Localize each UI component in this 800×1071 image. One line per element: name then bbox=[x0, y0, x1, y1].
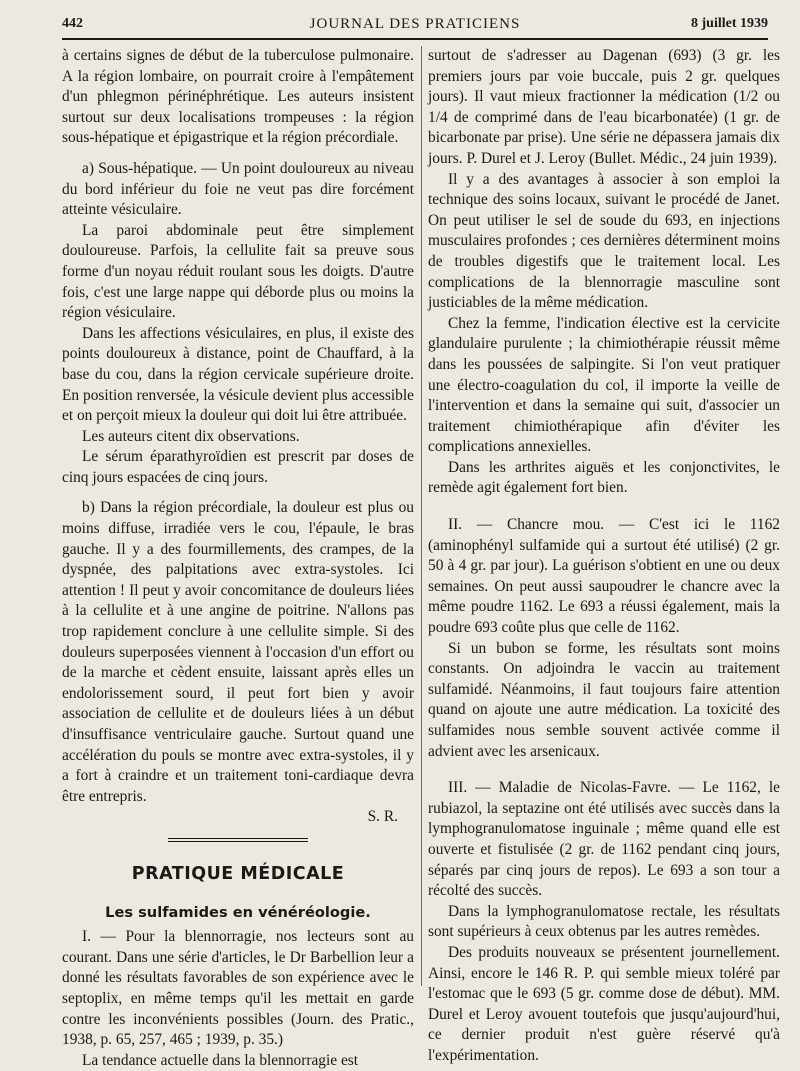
paragraph: III. — Maladie de Nicolas-Favre. — Le 1162, le rubiazol, la septazine ont été utilisés avec succès dans la lymphogranulomatose inguinale ; même quand elle est ouverte et fistulisée (2 gr. de 1162 pendant cinq jours, séparés par cinq jours de repos). Le 693 a son tour a récolté des succès. bbox=[428, 779, 780, 900]
article-title: Les sulfamides en vénéréologie. bbox=[105, 903, 371, 921]
author-signature: S. R. bbox=[367, 808, 398, 826]
paragraph: b) Dans la région précordiale, la douleur est plus ou moins diffuse, irradiée vers le cou, l'épaule, le bras gauche. Il y a des fourmillements, des crampes, de la dyspnée, des palpitations avec extra-systoles. Ici attention ! Il peut y avoir concomitance de douleurs liées à la cellulite et à une angine de poitrine. N'allons pas trop rapidement conclure à une cellulite simple. Si des douleurs superposées viennent à l'occasion d'un effort ou de la marche et cèdent ensuite, laissant après elles un endolorissement sourd, il peut fort bien y avoir association de cellulite et de douleurs liées à un début d'insuffisance ventriculaire gauche. Surtout quand une accélération du pouls se montre avec extra-systoles, il y a fort à craindre et un traitement toni-cardiaque devra être entrepris. bbox=[62, 499, 414, 805]
journal-title: JOURNAL DES PRATICIENS bbox=[309, 16, 521, 32]
issue-date: 8 juillet 1939 bbox=[691, 16, 768, 31]
column-divider bbox=[421, 46, 422, 986]
paragraph: a) Sous-hépatique. — Un point douloureux au niveau du bord inférieur du foie ne veut pas dire forcément atteinte vésiculaire. bbox=[62, 159, 414, 219]
page-number: 442 bbox=[62, 16, 83, 31]
paragraph: Il y a des avantages à associer à son emploi la technique des soins locaux, suivant le procédé de Janet. On peut utiliser le sel de soude du 693, en injections musculaires profondes ; ces dernières déterminent moins de troubles digestifs que le traitement local. Les complications de la blennorragie masculine sont justiciables de la même médication. bbox=[428, 170, 780, 312]
paragraph: Dans les affections vésiculaires, en plus, il existe des points douloureux à distance, point de Chauffard, à la base du cou, dans la région cervicale supérieure droite. En position renversée, la vésicule devient plus accessible et on perçoit mieux la douleur qui doit lui être attribuée. bbox=[62, 324, 414, 425]
paragraph: Dans les arthrites aiguës et les conjonctivites, le remède agit également fort bien. bbox=[428, 458, 780, 497]
paragraph: La tendance actuelle dans la blennorragie est bbox=[82, 1051, 359, 1069]
page-header bbox=[62, 10, 768, 40]
paragraph: I. — Pour la blennorragie, nos lecteurs sont au courant. Dans une série d'articles, le Dr Barbellion leur a donné les résultats favorables de son expérience avec le septoplix, en même temps qu'il les mettait en garde contre les inconvénients possibles (Journ. des Pratic., 1938, p. 65, 257, 465 ; 1939, p. 35.) bbox=[62, 928, 414, 1049]
paragraph: surtout de s'adresser au Dagenan (693) (3 gr. les premiers jours par voie buccale, puis 2 gr. quelques jours). Il vaut mieux fractionner la médication (1/2 ou 1/4 de comprimé dans de l'eau bicarbonatée) (1 gr. de bicarbonate par prise). Une série ne dépassera jamais dix jours. P. Durel et J. Leroy (Bullet. Médic., 24 juin 1939). bbox=[428, 47, 780, 167]
paragraph: Les auteurs citent dix observations. bbox=[82, 427, 300, 445]
paragraph: à certains signes de début de la tuberculose pulmonaire. A la région lombaire, on pourrait croire à l'empâtement d'un phlegmon périnéphrétique. Les auteurs insistent surtout sur deux localisations trompeuses : la région sous-hépatique et épigastrique et la région précordiale. bbox=[62, 47, 414, 147]
left-column bbox=[62, 46, 414, 1071]
paragraph: Le sérum éparathyroïdien est prescrit par doses de cinq jours espacées de cinq jours. bbox=[62, 448, 414, 486]
paragraph: Chez la femme, l'indication élective est la cervicite glandulaire purulente ; la chimiothérapie réussit même dans les poussées de salpingite. Si l'on veut pratiquer une électro-coagulation du col, il importe la veille de l'intervention et dans la semaine qui suit, d'associer un traitement chimiothérapique afin d'éviter les complications annexielles. bbox=[428, 314, 780, 456]
paragraph: La paroi abdominale peut être simplement douloureuse. Parfois, la cellulite fait sa preuve sous forme d'un noyau réduit roulant sous les doigts. D'autre fois, c'est une large nappe qui déborde plus ou moins la région vésiculaire. bbox=[62, 221, 414, 322]
section-rule bbox=[168, 838, 308, 842]
right-column bbox=[428, 46, 780, 1067]
paragraph: Dans la lymphogranulomatose rectale, les résultats sont supérieurs à ceux obtenus par les autres remèdes. bbox=[428, 902, 780, 941]
paragraph: II. — Chancre mou. — C'est ici le 1162 (aminophényl sulfamide qui a surtout été utilisé) (2 gr. 50 à 4 gr. par jour). La guérison s'obtient en une ou deux semaines. On peut aussi saupoudrer le chancre avec la même poudre 1162. Le 693 a réussi également, mais la poudre 693 coûte plus que celle de 1162. bbox=[428, 516, 780, 637]
section-title: PRATIQUE MÉDICALE bbox=[131, 863, 345, 884]
paragraph: Si un bubon se forme, les résultats sont moins constants. On adjoindra le vaccin au traitement sulfamidé. Néanmoins, il faut toujours faire attention quand on ajoute une autre médication. La toxicité des sulfamides nous semble souvent activée comme il advient avec les arsenicaux. bbox=[428, 639, 780, 760]
paragraph: Des produits nouveaux se présentent journellement. Ainsi, encore le 146 R. P. qui semble mieux toléré par l'estomac que le 693 (5 gr. comme dose de début). MM. Durel et Leroy avouent toutefois que jusqu'aujourd'hui, ce dernier produit n'est guère réservé qu'à l'expérimentation. bbox=[428, 943, 780, 1064]
